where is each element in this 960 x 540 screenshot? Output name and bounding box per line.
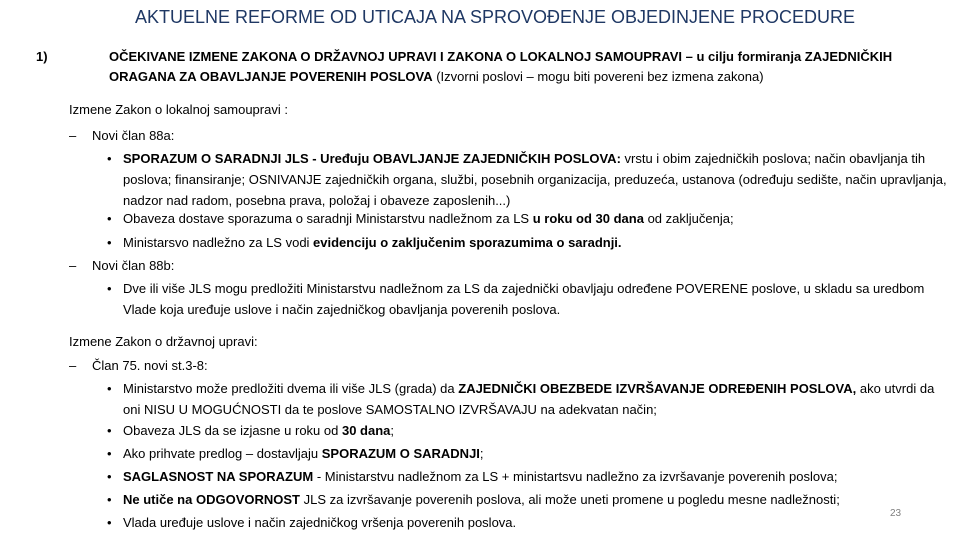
intro-normal: (Izvorni poslovi – mogu biti povereni bez izmena zakona) [432,69,764,84]
bullet-text: vrstu i obim zajedničkih poslova; način obavljanja tih poslova; finansiranje; OSNIVANJE zajedničkih organa, službi, posebnih organizacija, preduzeća, ustanova (određuju sedište, način upravljanja, nadzor nad radom, posebna prava, položaj i obaveze zaposlenih...) [123,151,947,208]
art-75-bullet-6: Vlada uređuje uslove i način zajedničkog vršenja poverenih poslova. [123,515,517,530]
bullet-text: ; [479,446,484,461]
section2-heading: Izmene Zakon o državnoj upravi: [69,334,258,349]
bullet-marker: • [107,381,112,396]
bullet-text: Obaveza dostave sporazuma o saradnji Ministarstvu nadležnom za LS [123,211,533,226]
dash-marker: – [69,358,77,373]
slide-title: AKTUELNE REFORME OD UTICAJA NA SPROVOĐENJE OBJEDINJENE PROCEDURE [134,7,856,27]
bullet-bold: evidenciju o zaključenim sporazumima o saradnji. [313,235,622,250]
art-75-bullet-2 [123,423,394,438]
bullet-bold: 30 dana [341,423,391,438]
section1-heading: Izmene Zakon o lokalnoj samoupravi : [69,102,288,117]
art-88a-label: Novi član 88a: [92,128,175,143]
art-88a-bullet-2 [123,211,734,226]
bullet-bold: SAGLASNOST NA SPORAZUM [123,469,314,484]
bullet-text: JLS za izvršavanje poverenih poslova, ali može uneti promene u pogledu mesne nadležnosti; [299,492,840,507]
bullet-bold: Ne utiče na ODGOVORNOST [123,492,300,507]
bullet-bold: SPORAZUM O SARADNJI JLS - Uređuju OBAVLJANJE ZAJEDNIČKIH POSLOVA: [123,151,621,166]
bullet-bold: ZAJEDNIČKI OBEZBEDE IZVRŠAVANJE ODREĐENIH POSLOVA, [458,381,857,396]
bullet-marker: • [107,515,112,530]
art-75-bullet-1 [123,378,943,420]
art-75-bullet-5 [123,492,840,507]
bullet-text: - Ministarstvu nadležnom za LS + ministartsvu nadležno za izvršavanje poverenih poslova; [313,469,838,484]
bullet-bold: u roku od 30 dana [532,211,644,226]
item-number: 1) [36,49,48,64]
bullet-marker: • [107,281,112,296]
bullet-marker: • [107,211,112,226]
art-75-bullet-3 [123,446,484,461]
bullet-marker: • [107,446,112,461]
bullet-text: Obaveza JLS da se izjasne u roku od [123,423,342,438]
bullet-text: ; [390,423,395,438]
page-number: 23 [890,508,902,519]
art-88a-bullet-1 [123,148,955,211]
bullet-text: ako utvrdi da oni NISU U MOGUĆNOSTI da te poslove SAMOSTALNO IZVRŠAVAJU na adekvatan način; [123,381,935,417]
art-88a-bullet-3 [123,235,622,250]
bullet-marker: • [107,235,112,250]
art-88b-bullet-1: Dve ili više JLS mogu predložiti Ministarstvu nadležnom za LS da zajednički obavljaju određene POVERENE poslove, u skladu sa uredbom Vlade koja uređuje uslove i način zajedničkog obavljanja poverenih poslova. [123,281,925,317]
dash-marker: – [69,128,77,143]
bullet-text: od zaključenja; [643,211,734,226]
intro-paragraph [109,47,954,87]
art-75-label: Član 75. novi st.3-8: [92,358,208,373]
bullet-marker: • [107,469,112,484]
art-75-bullet-4 [123,469,837,484]
intro-bold: OČEKIVANE IZMENE ZAKONA O DRŽAVNOJ UPRAVI I ZAKONA O LOKALNOJ SAMOUPRAVI – u cilju formiranja ZAJEDNIČKIH ORAGANA ZA OBAVLJANJE POVERENIH POSLOVA [109,49,893,84]
bullet-text: Ako prihvate predlog – dostavljaju [123,446,322,461]
bullet-marker: • [107,151,112,166]
bullet-bold: SPORAZUM O SARADNJI [321,446,480,461]
bullet-text: Ministarsvo nadležno za LS vodi [123,235,314,250]
bullet-marker: • [107,423,112,438]
bullet-marker: • [107,492,112,507]
bullet-text: Ministarstvo može predložiti dvema ili više JLS (grada) da [123,381,459,396]
dash-marker: – [69,258,77,273]
art-88b-label: Novi član 88b: [92,258,175,273]
